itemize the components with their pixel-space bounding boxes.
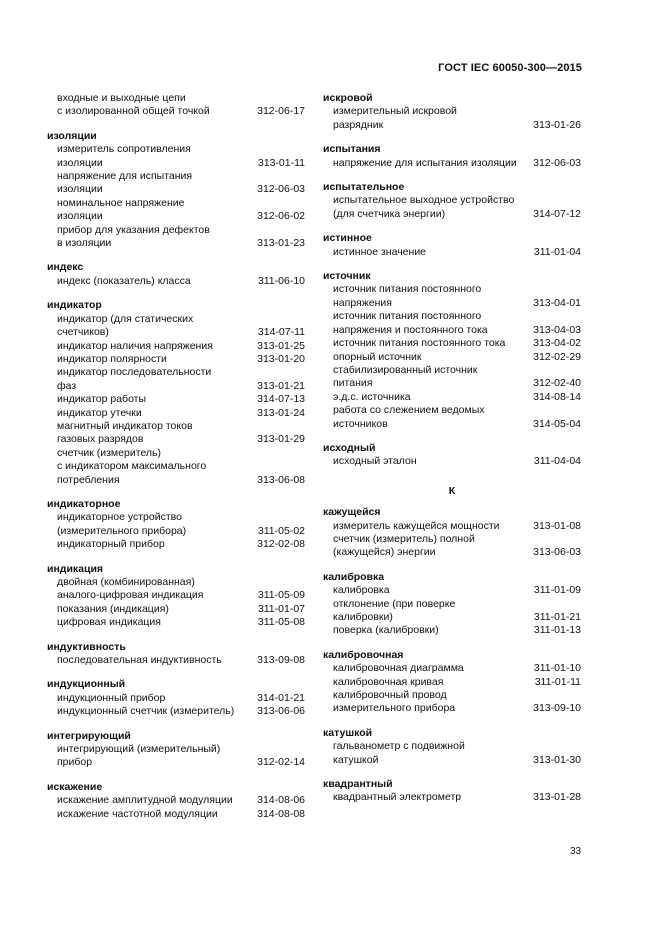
entry-code: 314-08-06 bbox=[257, 794, 305, 807]
entry-text-line: исходный эталон bbox=[333, 455, 417, 468]
index-entry bbox=[47, 143, 305, 170]
index-entry bbox=[47, 616, 305, 629]
index-entry bbox=[47, 808, 305, 821]
index-heading: испытательное bbox=[323, 181, 405, 194]
entry-code: 311-04-04 bbox=[533, 455, 581, 468]
entry-text-line: индикатор полярности bbox=[57, 352, 167, 365]
index-entry bbox=[323, 584, 581, 597]
index-entry bbox=[47, 511, 305, 538]
entry-code: 313-01-25 bbox=[257, 339, 305, 352]
entry-text-line: (кажущейся) энергии bbox=[333, 546, 436, 559]
entry-text-line: поверка (калибровки) bbox=[333, 624, 439, 637]
entry-text-line: счетчик (измеритель) bbox=[57, 446, 161, 459]
entry-text-line: изоляции bbox=[57, 156, 103, 169]
index-entry bbox=[47, 692, 305, 705]
entry-code: 314-08-14 bbox=[533, 390, 581, 403]
entry-text-line: измеритель кажущейся мощности bbox=[333, 519, 500, 532]
entry-code: 313-01-20 bbox=[257, 352, 305, 365]
index-heading: индикаторное bbox=[47, 497, 121, 510]
entry-text-line: двойная (комбинированная) bbox=[57, 576, 195, 588]
entry-text-line: отклонение (при поверке bbox=[333, 597, 456, 610]
entry-code: 313-09-08 bbox=[257, 654, 305, 667]
entry-code: 312-06-17 bbox=[257, 105, 305, 118]
entry-code: 313-04-03 bbox=[533, 323, 581, 336]
index-heading: индекс bbox=[47, 261, 84, 274]
index-heading: интегрирующий bbox=[47, 729, 131, 742]
entry-code: 314-05-04 bbox=[533, 417, 581, 430]
index-entry bbox=[323, 676, 581, 689]
index-entry bbox=[323, 246, 581, 259]
index-entry bbox=[323, 105, 581, 132]
entry-text-line: индукционный счетчик (измеритель) bbox=[57, 705, 235, 718]
index-entry bbox=[323, 689, 581, 716]
entry-text-line: искажение амплитудной модуляции bbox=[57, 794, 233, 807]
entry-text-line: стабилизированный источник bbox=[333, 363, 478, 376]
entry-text-line: (измерительного прибора) bbox=[57, 524, 187, 537]
entry-text-line: аналого-цифровая индикация bbox=[57, 589, 204, 602]
entry-text-line: опорный источник bbox=[333, 350, 422, 363]
entry-text-line: цифровая индикация bbox=[57, 616, 161, 629]
index-heading: источник bbox=[323, 270, 371, 283]
entry-text-line: напряжение для испытания bbox=[57, 170, 193, 183]
index-entry bbox=[323, 337, 581, 350]
index-entry bbox=[323, 364, 581, 391]
entry-code: 311-01-07 bbox=[257, 602, 305, 615]
entry-text-line: изоляции bbox=[57, 183, 103, 196]
index-entry bbox=[323, 310, 581, 337]
entry-code: 311-05-08 bbox=[257, 616, 305, 629]
index-entry bbox=[323, 533, 581, 560]
index-left-column bbox=[47, 92, 305, 821]
entry-text-line: магнитный индикатор токов bbox=[57, 419, 193, 432]
entry-code: 313-01-23 bbox=[257, 237, 305, 250]
index-entry bbox=[47, 420, 305, 447]
entry-text-line: калибровка bbox=[333, 584, 390, 597]
index-entry bbox=[47, 393, 305, 406]
entry-text-line: фаз bbox=[57, 379, 77, 392]
entry-code: 313-01-24 bbox=[257, 406, 305, 419]
index-entry bbox=[47, 92, 305, 119]
entry-text-line: индикатор последовательности bbox=[57, 366, 212, 379]
entry-code: 312-02-40 bbox=[533, 377, 581, 390]
entry-text-line: измеритель сопротивления bbox=[57, 143, 191, 156]
entry-text-line: показания (индикация) bbox=[57, 602, 169, 615]
entry-text-line: с изолированной общей точкой bbox=[57, 105, 210, 118]
entry-text-line: источник питания постоянного bbox=[333, 310, 482, 323]
index-right-column bbox=[323, 92, 581, 805]
entry-code: 313-01-29 bbox=[257, 433, 305, 446]
entry-code: 314-08-08 bbox=[257, 807, 305, 820]
entry-text-line: напряжение для испытания изоляции bbox=[333, 156, 517, 169]
index-entry bbox=[323, 455, 581, 468]
index-entry bbox=[323, 157, 581, 170]
entry-text-line: с индикатором максимального bbox=[57, 460, 207, 473]
entry-text-line: напряжения bbox=[333, 296, 392, 309]
entry-text-line: индикатор наличия напряжения bbox=[57, 339, 213, 352]
index-entry bbox=[323, 740, 581, 767]
index-entry bbox=[47, 170, 305, 197]
index-heading: изоляции bbox=[47, 129, 97, 142]
entry-text-line: калибровочная диаграмма bbox=[333, 662, 464, 675]
index-entry bbox=[47, 313, 305, 340]
index-entry bbox=[323, 283, 581, 310]
index-heading: испытания bbox=[323, 143, 381, 156]
entry-code: 311-06-10 bbox=[257, 274, 305, 287]
entry-text-line: калибровки) bbox=[333, 611, 393, 623]
index-heading: истинное bbox=[323, 232, 372, 245]
entry-text-line: (для счетчика энергии) bbox=[333, 207, 446, 220]
entry-text-line: источник питания постоянного bbox=[333, 283, 482, 296]
entry-text-line: номинальное напряжение bbox=[57, 196, 185, 209]
index-entry bbox=[47, 603, 305, 616]
entry-code: 313-09-10 bbox=[533, 702, 581, 715]
entry-text-line: измерительный искровой bbox=[333, 105, 457, 118]
entry-text-line: индикатор работы bbox=[57, 393, 147, 406]
entry-text-line: работа со слежением ведомых bbox=[333, 404, 485, 417]
entry-code: 314-07-12 bbox=[533, 207, 581, 220]
entry-text-line: счетчик (измеритель) полной bbox=[333, 532, 475, 545]
page-number: 33 bbox=[570, 846, 582, 857]
entry-code: 311-05-02 bbox=[257, 524, 305, 537]
entry-text-line: интегрирующий (измерительный) bbox=[57, 743, 221, 756]
entry-text-line: э.д.с. источника bbox=[333, 390, 411, 403]
index-heading: катушкой bbox=[323, 726, 373, 739]
entry-text-line: индикаторное устройство bbox=[57, 511, 182, 524]
index-entry bbox=[47, 366, 305, 393]
index-entry bbox=[323, 662, 581, 675]
entry-code: 312-02-08 bbox=[257, 538, 305, 551]
index-entry bbox=[47, 743, 305, 770]
entry-code: 313-01-28 bbox=[533, 791, 581, 804]
index-entry bbox=[323, 351, 581, 364]
entry-code: 314-01-21 bbox=[257, 691, 305, 704]
index-entry bbox=[323, 391, 581, 404]
entry-code: 314-07-13 bbox=[257, 393, 305, 406]
entry-code: 312-06-02 bbox=[257, 210, 305, 223]
entry-code: 312-02-14 bbox=[257, 756, 305, 769]
index-entry bbox=[323, 598, 581, 625]
entry-code: 311-01-11 bbox=[534, 675, 581, 688]
index-heading: индикация bbox=[47, 562, 104, 575]
index-entry bbox=[323, 520, 581, 533]
index-heading: калибровочная bbox=[323, 648, 404, 661]
index-heading: искажение bbox=[47, 780, 103, 793]
section-letter: К bbox=[448, 484, 456, 497]
entry-text-line: источников bbox=[333, 417, 388, 430]
entry-code: 313-06-06 bbox=[257, 705, 305, 718]
index-entry bbox=[323, 624, 581, 637]
index-entry bbox=[47, 705, 305, 718]
entry-text-line: потребления bbox=[57, 473, 120, 486]
entry-text-line: индикатор утечки bbox=[57, 406, 142, 419]
entry-text-line: измерительного прибора bbox=[333, 702, 456, 715]
index-entry bbox=[47, 275, 305, 288]
index-entry bbox=[47, 353, 305, 366]
entry-text-line: катушкой bbox=[333, 753, 379, 766]
entry-text-line: счетчиков) bbox=[57, 326, 109, 339]
entry-text-line: разрядник bbox=[333, 118, 384, 131]
entry-code: 313-06-08 bbox=[257, 473, 305, 486]
entry-code: 312-06-03 bbox=[257, 183, 305, 196]
entry-text-line: калибровочная кривая bbox=[333, 675, 444, 688]
entry-code: 313-06-03 bbox=[533, 546, 581, 559]
entry-code: 312-06-03 bbox=[533, 156, 581, 169]
entry-code: 312-02-29 bbox=[533, 350, 581, 363]
entry-code: 311-01-09 bbox=[533, 584, 581, 597]
index-heading: индукционный bbox=[47, 678, 126, 691]
index-heading: индуктивность bbox=[47, 640, 126, 653]
entry-text-line: изоляции bbox=[57, 210, 103, 223]
entry-text-line: испытательное выходное устройство bbox=[333, 194, 515, 207]
index-entry bbox=[323, 791, 581, 804]
entry-text-line: напряжения и постоянного тока bbox=[333, 323, 488, 336]
entry-text-line: индикатор (для статических bbox=[57, 312, 194, 325]
entry-code: 311-01-04 bbox=[533, 245, 581, 258]
entry-text-line: в изоляции bbox=[57, 237, 112, 250]
index-heading: исходный bbox=[323, 441, 376, 454]
entry-code: 313-01-11 bbox=[257, 156, 305, 169]
entry-text-line: входные и выходные цепи bbox=[57, 92, 186, 104]
entry-text-line: квадрантный электрометр bbox=[333, 791, 462, 804]
index-entry bbox=[47, 794, 305, 807]
entry-code: 313-01-30 bbox=[533, 753, 581, 766]
entry-code: 311-01-21 bbox=[533, 611, 581, 623]
index-entry bbox=[47, 447, 305, 487]
index-entry bbox=[47, 576, 305, 603]
entry-code: 313-04-02 bbox=[533, 337, 581, 350]
index-heading: квадрантный bbox=[323, 778, 393, 791]
document-header: ГОСТ IEC 60050-300—2015 bbox=[438, 62, 582, 74]
index-heading: индикатор bbox=[47, 299, 102, 312]
index-entry bbox=[323, 404, 581, 431]
entry-text-line: прибор для указания дефектов bbox=[57, 223, 210, 236]
index-heading: искровой bbox=[323, 92, 373, 104]
entry-code: 311-05-09 bbox=[257, 589, 305, 602]
entry-text-line: индикаторный прибор bbox=[57, 538, 165, 551]
entry-code: 313-01-21 bbox=[257, 379, 305, 392]
entry-text-line: искажение частотной модуляции bbox=[57, 807, 218, 820]
entry-code: 313-01-08 bbox=[533, 519, 581, 532]
entry-text-line: калибровочный провод bbox=[333, 689, 447, 702]
entry-text-line: газовых разрядов bbox=[57, 433, 144, 446]
index-entry bbox=[47, 654, 305, 667]
entry-text-line: истинное значение bbox=[333, 245, 427, 258]
entry-text-line: питания bbox=[333, 377, 373, 390]
index-entry bbox=[47, 340, 305, 353]
entry-code: 311-01-10 bbox=[533, 662, 581, 675]
index-entry bbox=[47, 197, 305, 224]
entry-text-line: прибор bbox=[57, 756, 93, 769]
index-entry bbox=[323, 194, 581, 221]
entry-text-line: индекс (показатель) класса bbox=[57, 274, 191, 287]
entry-text-line: гальванометр с подвижной bbox=[333, 740, 465, 753]
index-entry bbox=[47, 224, 305, 251]
index-heading: калибровка bbox=[323, 570, 385, 583]
index-heading: кажущейся bbox=[323, 506, 381, 519]
entry-code: 314-07-11 bbox=[257, 326, 305, 339]
index-entry bbox=[47, 407, 305, 420]
entry-code: 313-04-01 bbox=[533, 296, 581, 309]
entry-code: 313-01-26 bbox=[533, 118, 581, 131]
entry-text-line: источник питания постоянного тока bbox=[333, 337, 506, 350]
entry-text-line: индукционный прибор bbox=[57, 691, 166, 704]
index-entry bbox=[47, 538, 305, 551]
entry-text-line: последовательная индуктивность bbox=[57, 654, 222, 667]
entry-code: 311-01-13 bbox=[533, 624, 581, 637]
